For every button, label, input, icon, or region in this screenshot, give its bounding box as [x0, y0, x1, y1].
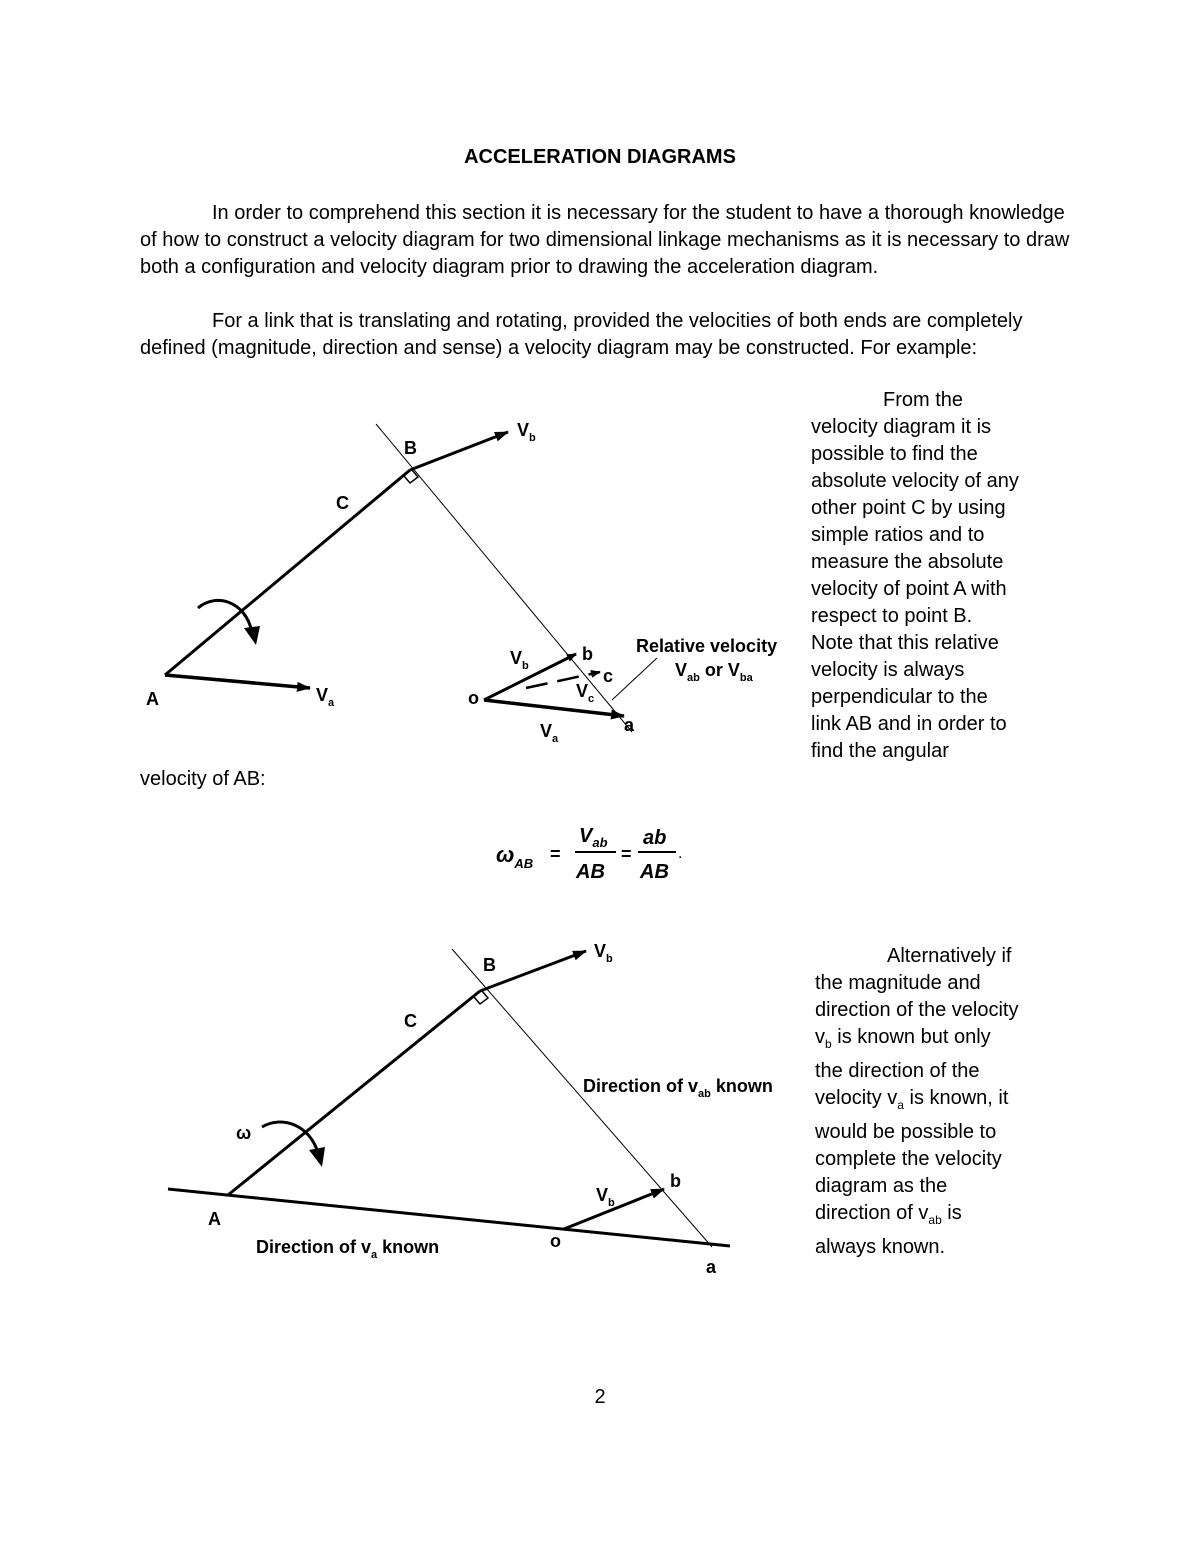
- formula-denominator-1: AB: [576, 861, 605, 883]
- side2-line-subscript: ab: [928, 1213, 942, 1227]
- side1-line: respect to point B.: [811, 605, 973, 627]
- side1-line: absolute velocity of any: [811, 470, 1019, 492]
- label-B: B: [404, 438, 417, 458]
- omega-arrowhead: [244, 626, 260, 645]
- relative-velocity-title: Relative velocity: [636, 636, 778, 656]
- continuation-text: velocity of AB:: [140, 768, 266, 790]
- label-C-2: C: [404, 1011, 417, 1031]
- side1-line: Note that this relative: [811, 632, 999, 654]
- label-C: C: [336, 493, 349, 513]
- side2-line: diagram as the: [815, 1175, 948, 1197]
- side1-line: From the: [883, 389, 964, 411]
- label-va-small: $V_a$: [540, 721, 559, 745]
- relative-velocity-symbols: $V_{ab}$ or $V_{ba}$: [675, 660, 753, 684]
- intro-text: In order to comprehend this section it is necessary for the student to have a thorough knowledge of how to construct a velocity diagram for two dimensional linkage mechanisms as it is necessary to draw both a configuration and velocity diagram prior to drawing the acceleration diagram.: [140, 202, 1070, 278]
- page-number: 2: [594, 1386, 606, 1408]
- configuration-velocity-diagram-2: [0, 935, 820, 1275]
- formula-numerator-2: ab: [643, 827, 667, 849]
- label-vb-small: $V_b$: [510, 648, 529, 672]
- velocity-va: [484, 700, 624, 716]
- side-text-1: [811, 387, 1071, 765]
- label-A: A: [146, 689, 159, 709]
- side2-line-text: is: [941, 1202, 962, 1224]
- perpendicular-line: [376, 424, 632, 732]
- velocity-vb-2: [564, 1189, 664, 1229]
- formula-numerator-1: $V_{ab}$: [579, 825, 608, 850]
- side1-line: velocity of point A with: [811, 578, 1007, 600]
- label-A-2: A: [208, 1209, 221, 1229]
- side2-line: direction of the velocity: [815, 999, 1019, 1021]
- link-ab-2: [228, 991, 480, 1195]
- side2-line: [815, 1024, 1075, 1058]
- intro-paragraph: [140, 200, 1075, 281]
- label-omega: ω: [236, 1123, 252, 1143]
- side1-line: perpendicular to the: [811, 686, 988, 708]
- formula-period: .: [678, 845, 683, 862]
- label-vb-small-2: $V_b$: [596, 1185, 615, 1209]
- link-ab: [165, 470, 410, 675]
- label-a-2: a: [706, 1257, 717, 1275]
- side2-line: the magnitude and: [815, 972, 981, 994]
- label-a: a: [624, 715, 635, 735]
- side1-line: simple ratios and to: [811, 524, 985, 546]
- side2-line: always known.: [815, 1236, 946, 1258]
- va-arrow: [165, 675, 310, 688]
- label-vc: $V_c$: [576, 681, 595, 705]
- side1-line: possible to find the: [811, 443, 978, 465]
- label-B-2: B: [483, 955, 496, 975]
- omega-rotation-arrow-2: [262, 1122, 318, 1153]
- side2-line: [815, 1085, 1075, 1119]
- label-c: c: [603, 666, 614, 686]
- perpendicular-line-2: [452, 949, 712, 1247]
- side1-line: other point C by using: [811, 497, 1006, 519]
- example-text: For a link that is translating and rotating, provided the velocities of both ends are completely defined (magnitude, direction and sense) a velocity diagram may be constructed. For example:: [140, 310, 1023, 359]
- side2-line-text: is known but only: [831, 1026, 991, 1048]
- side2-line: would be possible to: [815, 1121, 997, 1143]
- label-o: o: [468, 688, 479, 708]
- side2-line: Alternatively if: [887, 945, 1012, 967]
- side2-line-text: is known, it: [903, 1087, 1009, 1109]
- side-text-2: [815, 943, 1075, 1261]
- side1-line: link AB and in order to: [811, 713, 1007, 735]
- side1-line: velocity is always: [811, 659, 965, 681]
- label-vb-2: $V_b$: [594, 941, 613, 965]
- angular-velocity-formula: [480, 818, 710, 888]
- side2-line: [815, 1200, 1075, 1234]
- omega-arrowhead-2: [309, 1147, 325, 1167]
- omega-rotation-arrow: [198, 600, 252, 632]
- formula-denominator-2: AB: [640, 861, 669, 883]
- side2-line-subscript: b: [825, 1037, 832, 1051]
- label-b-2: b: [670, 1171, 681, 1191]
- side1-line: find the angular: [811, 740, 949, 762]
- side2-line: the direction of the: [815, 1060, 980, 1082]
- page-title: ACCELERATION DIAGRAMS: [464, 146, 736, 168]
- side2-line-subscript: a: [897, 1098, 904, 1112]
- formula-omega: $\omega_{AB}$: [496, 842, 534, 871]
- example-paragraph: [140, 308, 1075, 362]
- velocity-vb: [484, 654, 576, 700]
- side1-line: velocity diagram it is: [811, 416, 992, 438]
- side1-line: measure the absolute: [811, 551, 1004, 573]
- side2-line-text: velocity v: [815, 1087, 898, 1109]
- side2-line-text: v: [815, 1026, 825, 1048]
- label-direction-va: Direction of $v_a$ known: [256, 1237, 440, 1261]
- side2-line: complete the velocity: [815, 1148, 1002, 1170]
- vb-arrow: [410, 432, 508, 470]
- formula-equals-2: =: [621, 844, 632, 864]
- label-direction-vab: Direction of $v_{ab}$ known: [583, 1076, 773, 1100]
- relative-velocity-pointer: [612, 658, 657, 700]
- side2-line-text: direction of v: [815, 1202, 929, 1224]
- label-b: b: [582, 644, 593, 664]
- label-vb: $V_b$: [517, 420, 536, 444]
- formula-equals-1: =: [550, 844, 561, 864]
- label-o-2: o: [550, 1231, 561, 1251]
- configuration-velocity-diagram-1: [0, 410, 820, 790]
- label-va: $V_a$: [316, 685, 335, 709]
